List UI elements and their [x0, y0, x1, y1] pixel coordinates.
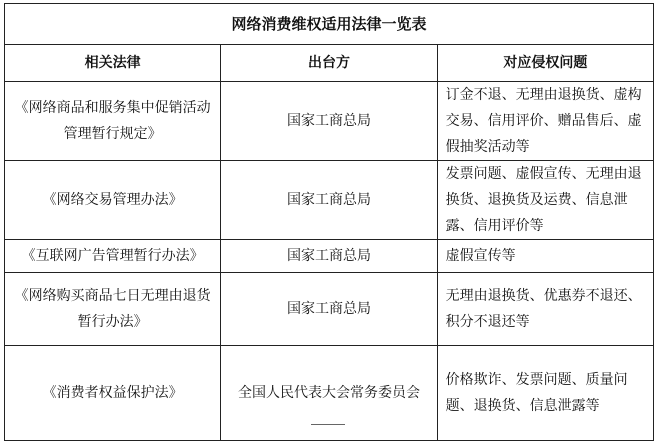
table-row — [5, 240, 654, 273]
title-row — [5, 4, 654, 45]
law-cell: 《网络商品和服务集中促销活动管理暂行规定》 — [5, 82, 221, 161]
document-page — [4, 3, 654, 427]
divider — [311, 424, 345, 428]
table-title: 网络消费维权适用法律一览表 — [5, 4, 654, 45]
table-row — [5, 82, 654, 161]
table-row — [5, 273, 654, 346]
law-cell: 《消费者权益保护法》 — [5, 346, 221, 441]
issuer-cell: 国家工商总局 — [221, 161, 437, 240]
law-cell: 《网络购买商品七日无理由退货暂行办法》 — [5, 273, 221, 346]
issuer-cell: 全国人民代表大会常务委员会 — [221, 346, 437, 441]
issues-cell: 无理由退换货、优惠券不退还、积分不退还等 — [437, 273, 653, 346]
issues-cell: 价格欺诈、发票问题、质量问题、退换货、信息泄露等 — [437, 346, 653, 441]
issuer-cell: 国家工商总局 — [221, 273, 437, 346]
header-row — [5, 45, 654, 82]
header-law: 相关法律 — [5, 45, 221, 82]
header-issuer: 出台方 — [221, 45, 437, 82]
issues-cell: 订金不退、无理由退换货、虚构交易、信用评价、赠品售后、虚假抽奖活动等 — [437, 82, 653, 161]
issuer-cell: 国家工商总局 — [221, 240, 437, 273]
table-row — [5, 161, 654, 240]
issues-cell: 发票问题、虚假宣传、无理由退换货、退换货及运费、信息泄露、信用评价等 — [437, 161, 653, 240]
law-table — [4, 3, 654, 441]
law-cell: 《互联网广告管理暂行办法》 — [5, 240, 221, 273]
issuer-cell: 国家工商总局 — [221, 82, 437, 161]
issues-cell: 虚假宣传等 — [437, 240, 653, 273]
header-issues: 对应侵权问题 — [437, 45, 653, 82]
law-cell: 《网络交易管理办法》 — [5, 161, 221, 240]
